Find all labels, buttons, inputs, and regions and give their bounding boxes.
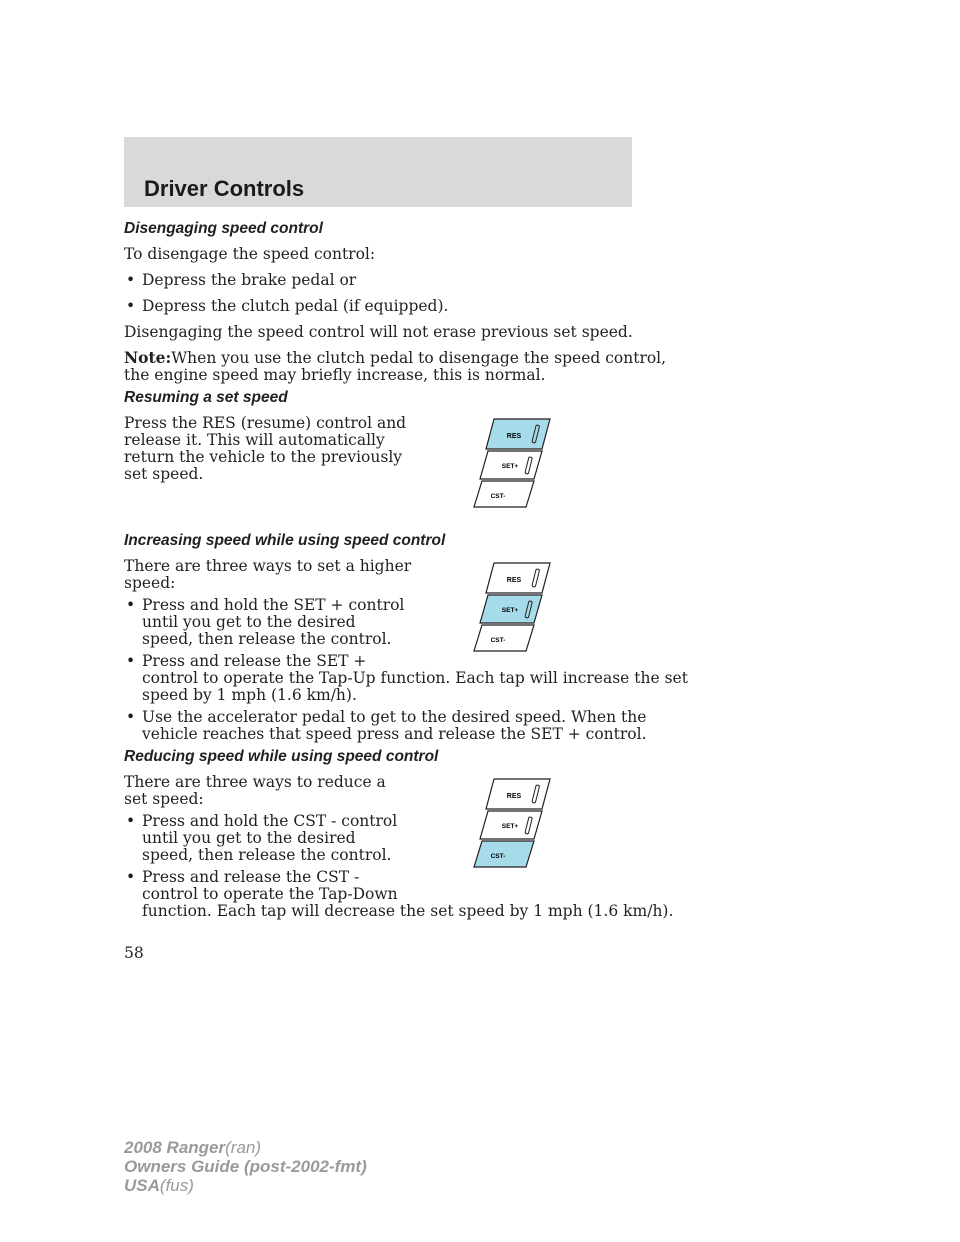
reduce-b2-1: Press and release the CST -: [142, 868, 360, 886]
reduce-b2-2: control to operate the Tap-Down: [142, 885, 398, 903]
reduce-b2-3: function. Each tap will decrease the set speed by 1 mph (1.6 km/h).: [142, 902, 674, 920]
increase-b1-2: until you get to the desired: [142, 613, 356, 631]
cst-control-button: [474, 841, 534, 867]
increase-b2-2: control to operate the Tap-Up function. Each tap will increase the set: [142, 669, 688, 687]
increase-b1-1: Press and hold the SET + control: [142, 596, 405, 614]
page-title: Driver Controls: [144, 176, 305, 201]
resume-line-1: Press the RES (resume) control and: [124, 414, 407, 432]
footer-model-code: (ran): [225, 1138, 262, 1157]
disengage-bullet-1: Depress the brake pedal or: [142, 271, 357, 289]
increase-b2-3: speed by 1 mph (1.6 km/h).: [142, 686, 357, 704]
res-label: RES: [506, 793, 522, 800]
set-control-button: [480, 811, 542, 839]
footer-guide: Owners Guide (post-2002-fmt): [124, 1157, 367, 1176]
speed-control-illustration-cst: [470, 777, 560, 869]
speed-control-illustration-set: [470, 561, 560, 653]
reduce-b1-2: until you get to the desired: [142, 829, 356, 847]
bullet: •: [126, 708, 136, 726]
reduce-intro-2: set speed:: [124, 790, 204, 808]
note-text-1: When you use the clutch pedal to disengage the speed control,: [171, 349, 667, 367]
res-control-button: [486, 419, 550, 449]
cst-control-button: [474, 481, 534, 507]
res-label: RES: [506, 433, 522, 440]
footer-market: USA: [124, 1176, 160, 1195]
heading-reduce: Reducing speed while using speed control: [124, 748, 439, 765]
footer-market-code: (fus): [159, 1176, 194, 1195]
increase-b3-1: Use the accelerator pedal to get to the desired speed. When the: [142, 708, 647, 726]
footer-model: 2008 Ranger: [124, 1138, 226, 1157]
increase-b3-2: vehicle reaches that speed press and release the SET + control.: [142, 725, 647, 743]
increase-b1-3: speed, then release the control.: [142, 630, 392, 648]
disengage-paragraph: Disengaging the speed control will not erase previous set speed.: [124, 323, 633, 341]
res-label: RES: [506, 577, 522, 584]
disengage-note: [124, 349, 666, 367]
set-control-button: [480, 595, 542, 623]
note-label: Note:: [124, 348, 172, 367]
set-label: SET+: [501, 823, 519, 830]
bullet: •: [126, 652, 136, 670]
reduce-b1-1: Press and hold the CST - control: [142, 812, 398, 830]
heading-increase: Increasing speed while using speed control: [124, 532, 446, 549]
bullet: •: [126, 271, 136, 289]
note-text-2: the engine speed may briefly increase, this is normal.: [124, 366, 546, 384]
heading-resume: Resuming a set speed: [124, 389, 288, 406]
cst-label: CST-: [490, 493, 506, 500]
disengage-bullet-2: Depress the clutch pedal (if equipped).: [142, 297, 449, 315]
resume-line-2: release it. This will automatically: [124, 431, 385, 449]
increase-intro-1: There are three ways to set a higher: [124, 557, 412, 575]
footer: [124, 1138, 367, 1195]
bullet: •: [126, 596, 136, 614]
bullet: •: [126, 868, 136, 886]
res-control-button: [486, 779, 550, 809]
increase-b2-1: Press and release the SET +: [142, 652, 367, 670]
reduce-b1-3: speed, then release the control.: [142, 846, 392, 864]
cst-label: CST-: [490, 853, 506, 860]
page-number: 58: [124, 944, 144, 962]
res-control-button: [486, 563, 550, 593]
cst-control-button: [474, 625, 534, 651]
increase-intro-2: speed:: [124, 574, 176, 592]
set-label: SET+: [501, 463, 519, 470]
header-bar: [124, 137, 632, 207]
set-label: SET+: [501, 607, 519, 614]
reduce-intro-1: There are three ways to reduce a: [124, 773, 386, 791]
heading-disengage: Disengaging speed control: [124, 220, 323, 237]
bullet: •: [126, 297, 136, 315]
set-control-button: [480, 451, 542, 479]
resume-line-4: set speed.: [124, 465, 204, 483]
resume-line-3: return the vehicle to the previously: [124, 448, 403, 466]
cst-label: CST-: [490, 637, 506, 644]
disengage-intro: To disengage the speed control:: [124, 245, 376, 263]
speed-control-illustration-res: [470, 417, 560, 509]
bullet: •: [126, 812, 136, 830]
